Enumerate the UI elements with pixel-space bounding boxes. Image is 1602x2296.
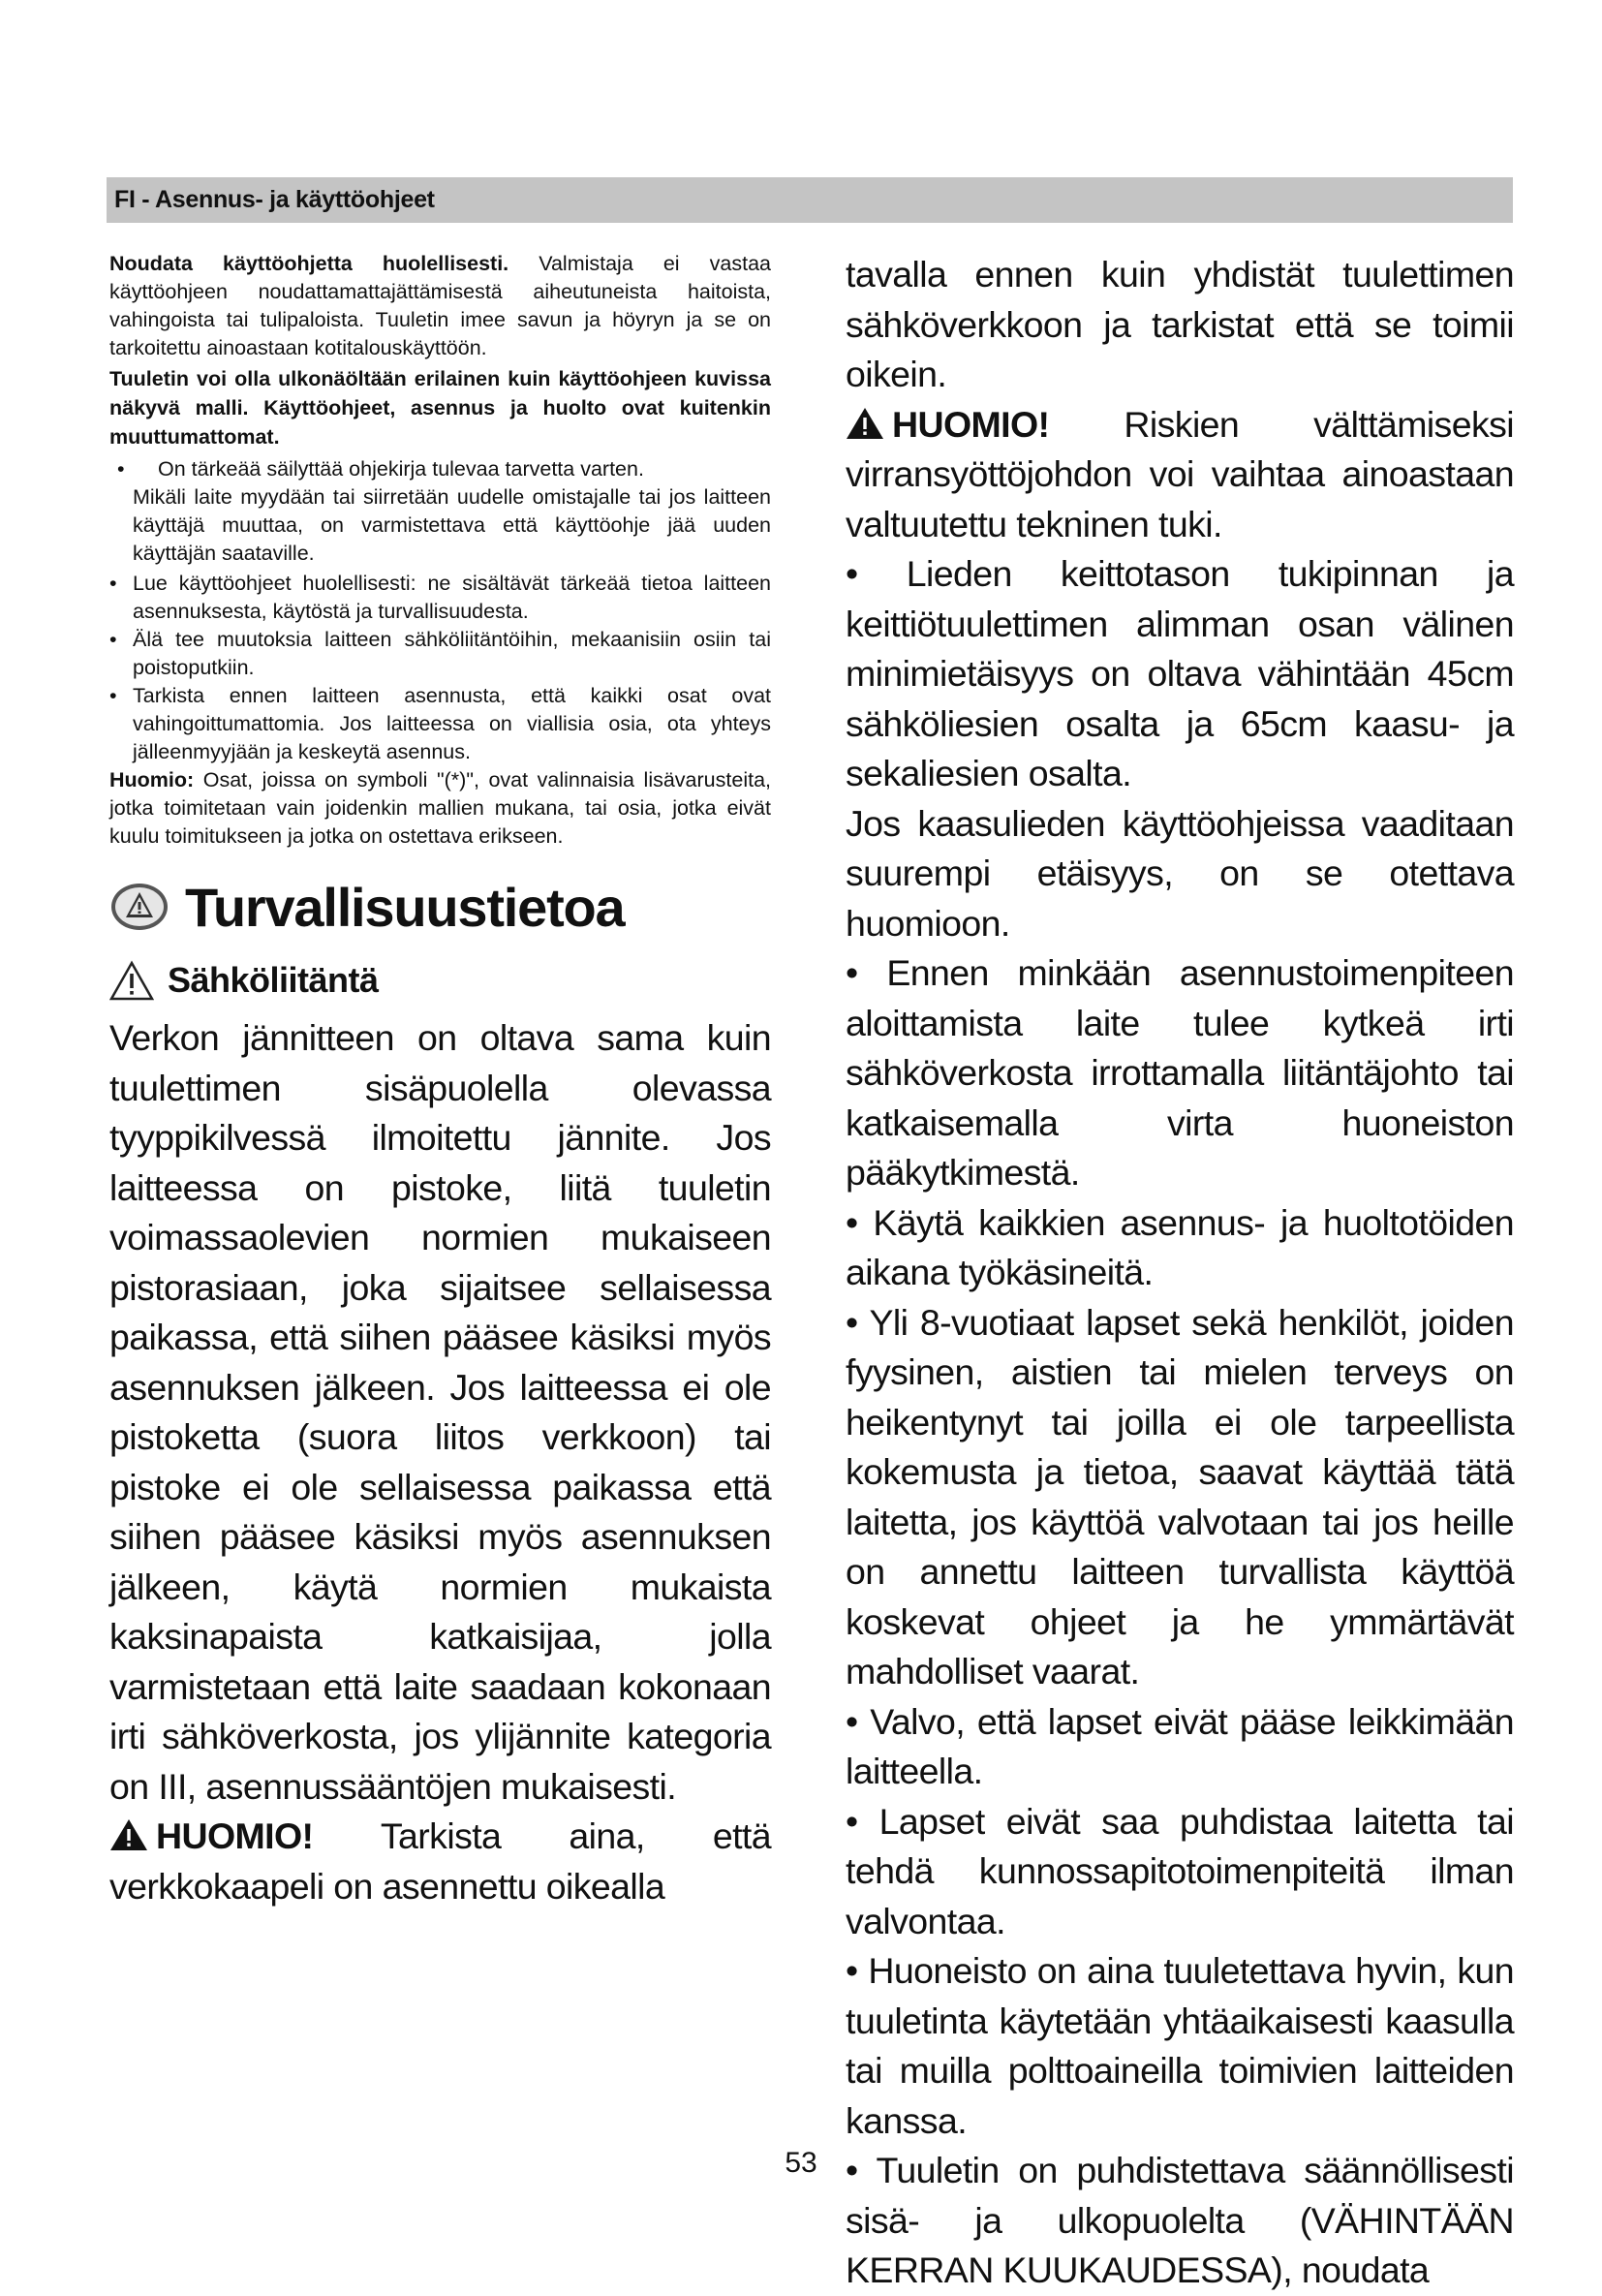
warning-label: HUOMIO! (892, 403, 1050, 445)
list-item: • Lieden keittotason tukipinnan ja keittiötuulettimen alimman osan välinen minimietäisyys on oltava vähintään 45cm sähköliesien osalta ja 65cm kaasu- ja sekaliesien osalta. (846, 553, 1514, 793)
list-item: • Lapset eivät saa puhdistaa laitetta tai tehdä kunnossapitotoimenpiteitä ilman valvontaa. (846, 1800, 1514, 1941)
page-number: 53 (785, 2147, 817, 2179)
list-item: • Käytä kaikkien asennus- ja huoltotöiden aikana työkäsineitä. (846, 1201, 1514, 1292)
list-item: • Huoneisto on aina tuuletettava hyvin, kun tuuletinta käytetään yhtäaikaisesti kaasulla tai muilla polttoaineilla toimivien laitteiden kanssa. (846, 1950, 1514, 2141)
intro-bullet-list (109, 455, 771, 766)
bullet-mark: • (109, 628, 117, 651)
header-title: FI - Asennus- ja käyttöohjeet (114, 186, 435, 213)
subtitle-text: Sähköliitäntä (168, 960, 379, 1000)
continued-paragraph: tavalla ennen kuin yhdistät tuulettimen sähköverkkoon ja tarkistat että se toimii oikein. (846, 254, 1514, 394)
safety-title: Turvallisuustietoa (185, 876, 625, 938)
warning-paragraph-2 (846, 400, 1514, 550)
bullet-mark: • (109, 684, 117, 707)
list-item (109, 483, 771, 568)
list-item: • Valvo, että lapset eivät pääse leikkimään laitteella. (846, 1700, 1514, 1791)
warning-label: HUOMIO! (156, 1815, 314, 1856)
list-item (109, 570, 771, 626)
list-item: • Tuuletin on puhdistettava säännöllisesti sisä- ja ulkopuolelta (VÄHINTÄÄN KERRAN KUUKAUDESSA), noudata (846, 2150, 1514, 2290)
list-item-text: Lue käyttöohjeet huolellisesti: ne sisältävät tärkeää tietoa laitteen asennuksesta, käytöstä ja turvallisuudesta. (133, 572, 771, 623)
bullet-mark: • (117, 457, 125, 481)
note-paragraph (109, 766, 771, 851)
intro-text: Valmistaja ei vastaa käyttöohjeen noudattamattajättämisestä aiheutuneista haitoista, vahingoista tai tulipaloista. Tuuletin imee savun ja höyryn ja se on tarkoitettu ainoastaan kotitalouskäyttöön. (109, 252, 771, 359)
section-header-bar (107, 177, 1513, 223)
intro-paragraph-1 (109, 250, 771, 362)
safety-section-title (109, 872, 771, 942)
warning-text: Riskien välttämiseksi virransyöttöjohdon voi vaihtaa ainoastaan valtuutettu tekninen tuki. (846, 403, 1514, 544)
warning-filled-icon (109, 1818, 148, 1851)
list-item-text: Tarkista ennen laitteen asennusta, että kaikki osat ovat vahingoittumattomia. Jos laitteessa on viallisia osia, ota yhteys jälleenmyyjään ja keskeytä asennus. (133, 684, 771, 763)
intro-paragraph-2: Tuuletin voi olla ulkonäöltään erilainen kuin käyttöohjeen kuvissa näkyvä malli. Käyttöohjeet, asennus ja huolto ovat kuitenkin muuttumattomat. (109, 367, 771, 449)
electrical-body (109, 1013, 771, 1911)
note-label: Huomio: (109, 768, 195, 791)
note-text: Osat, joissa on symboli "(*)", ovat valinnaisia lisävarusteita, jotka toimitetaan vain joidenkin mallien mukana, tai osia, jotka eivät kuulu toimitukseen ja jotka on ostettava erikseen. (109, 768, 771, 848)
list-item (109, 626, 771, 682)
warning-paragraph-1 (109, 1812, 771, 1911)
electrical-main-paragraph: Verkon jännitteen on oltava sama kuin tuulettimen sisäpuolella olevassa tyyppikilvessä ilmoitettu jännite. Jos laitteessa on pistoke, liitä tuuletin voimassaolevien normien mukaiseen pistorasiaan, joka sijaitsee sellaisessa paikassa, että siihen pääsee käsiksi myös asennuksen jälkeen. Jos laitteessa ei ole pistoketta (suora liitos verkkoon) tai pistoke ei ole sellaisessa paikassa että siihen pääsee käsiksi myös asennuksen jälkeen, käytä normien mukaista kaksinapaista katkaisijaa, jolla varmistetaan että laite saadaan kokonaan irti sähköverkosta, jos ylijännite kategoria on III, asennussääntöjen mukaisesti. (109, 1017, 771, 1807)
left-column (109, 250, 771, 1911)
warning-circle-icon (109, 882, 169, 932)
electrical-subtitle (109, 953, 771, 1008)
intro-block (109, 250, 771, 851)
intro-bold-lead: Noudata käyttöohjetta huolellisesti. (109, 252, 509, 275)
list-item-text: Älä tee muutoksia laitteen sähköliitäntöihin, mekaanisiin osiin tai poistoputkiin. (133, 628, 771, 679)
right-column (846, 250, 1514, 2296)
list-item (109, 455, 771, 483)
list-item: • Ennen minkään asennustoimenpiteen aloittamista laite tulee kytkeä irti sähköverkosta irrottamalla liitäntäjohto tai katkaisemalla virta huoneiston pääkytkimestä. (846, 952, 1514, 1193)
list-item: Jos kaasulieden käyttöohjeissa vaaditaan suurempi etäisyys, on se otettava huomioon. (846, 802, 1514, 944)
warning-filled-icon (846, 407, 884, 440)
bullet-mark: • (109, 572, 117, 595)
warning-text: Tarkista aina, että verkkokaapeli on asennettu oikealla (109, 1815, 771, 1907)
warning-triangle-icon (109, 960, 154, 1001)
list-item: • Yli 8-vuotiaat lapset sekä henkilöt, joiden fyysinen, aistien tai mielen terveys on heikentynyt tai joilla ei ole tarpeellista kokemusta ja tietoa, saavat käyttää tätä laitetta, jos käyttöä valvotaan tai jos heille on annettu laitteen turvallista käyttöä koskevat ohjeet ja he ymmärtävät mahdolliset vaarat. (846, 1301, 1514, 1691)
list-item-text: On tärkeää säilyttää ohjekirja tulevaa tarvetta varten. (158, 457, 644, 481)
list-item-text: Mikäli laite myydään tai siirretään uudelle omistajalle tai jos laitteen käyttäjä muuttaa, on varmistettava että käyttöohje jää uuden käyttäjän saataville. (133, 485, 771, 565)
list-item (109, 682, 771, 766)
